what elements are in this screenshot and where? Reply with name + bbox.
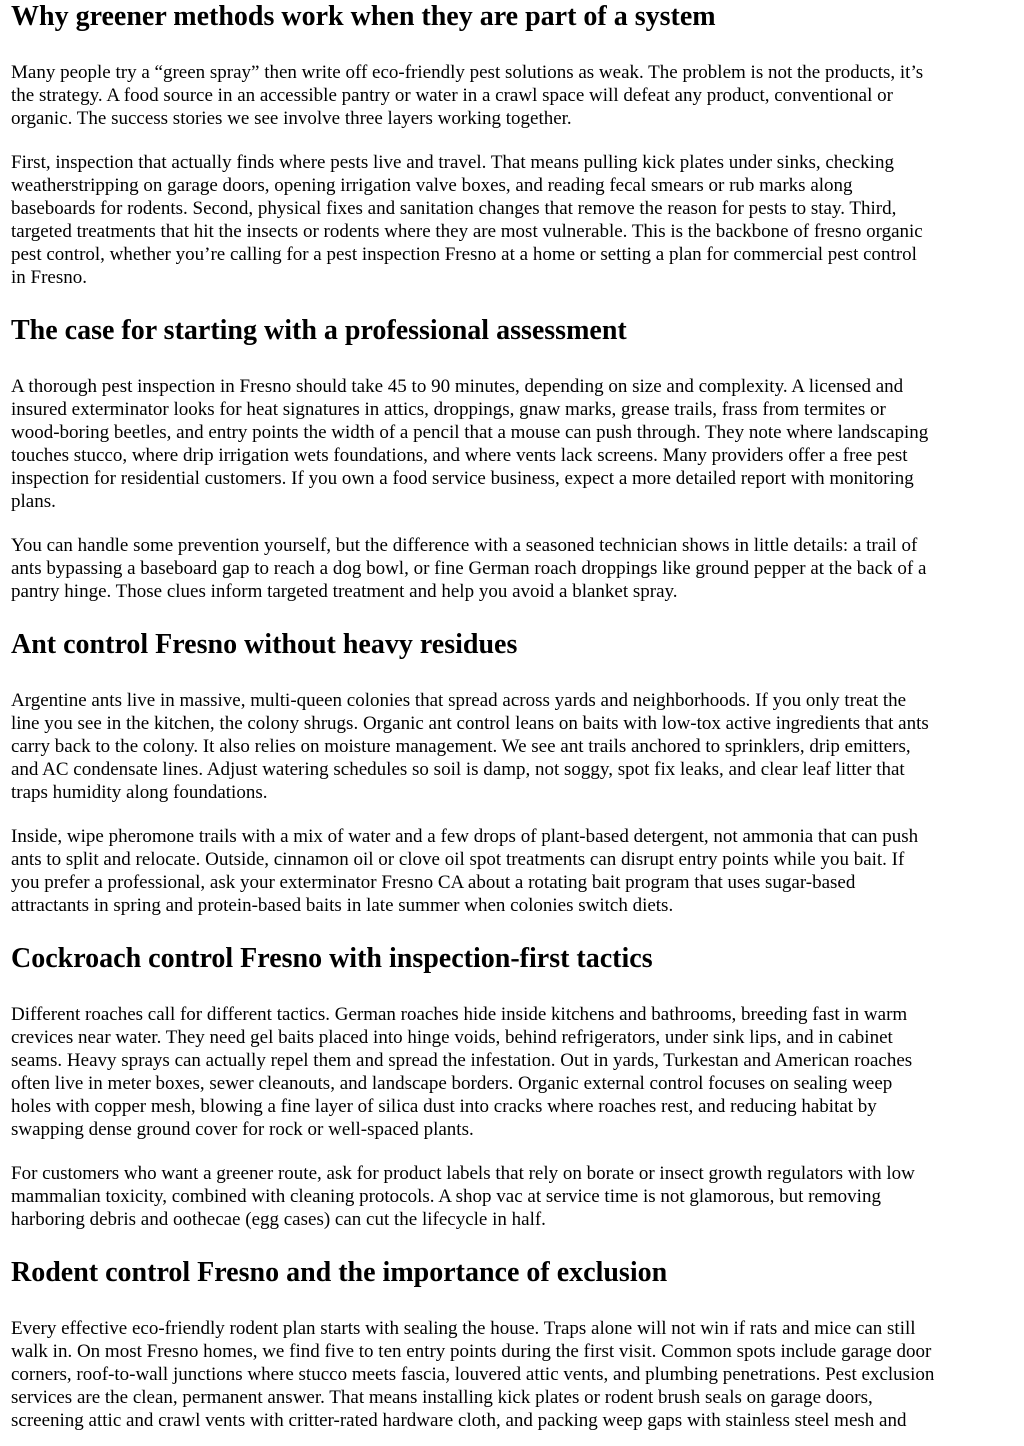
text-line: baseboards for rodents. Second, physical fixes and sanitation changes that remove the reason for pests to stay. Third, <box>11 197 897 219</box>
text-line: in Fresno. <box>11 266 87 288</box>
text-line: A thorough pest inspection in Fresno should take 45 to 90 minutes, depending on size and complexity. A licensed and <box>11 375 904 397</box>
paragraph <box>11 825 1024 917</box>
text-line: weatherstripping on garage doors, opening irrigation valve boxes, and reading fecal smears or rub marks along <box>11 174 853 196</box>
text-line: touches stucco, where drip irrigation wets foundations, and where vents lack screens. Many providers offer a free pest <box>11 444 908 466</box>
text-line: Inside, wipe pheromone trails with a mix of water and a few drops of plant-based detergent, not ammonia that can push <box>11 825 919 847</box>
text-line: corners, roof-to-wall junctions where stucco meets fascia, louvered attic vents, and plumbing penetrations. Pest exclusion <box>11 1363 935 1385</box>
paragraph <box>11 1317 1024 1432</box>
text-line: holes with copper mesh, blowing a fine layer of silica dust into cracks where roaches rest, and reducing habitat by <box>11 1095 877 1117</box>
text-line: Every effective eco-friendly rodent plan starts with sealing the house. Traps alone will not win if rats and mice can still <box>11 1317 916 1339</box>
text-line: you prefer a professional, ask your exterminator Fresno CA about a rotating bait program that uses sugar-based <box>11 871 856 893</box>
text-line: traps humidity along foundations. <box>11 781 268 803</box>
paragraph <box>11 61 1024 130</box>
section-heading: Rodent control Fresno and the importance of exclusion <box>11 1257 668 1288</box>
text-line: swapping dense ground cover for rock or well-spaced plants. <box>11 1118 474 1140</box>
text-line: Many people try a “green spray” then write off eco-friendly pest solutions as weak. The problem is not the products, it’s <box>11 61 924 83</box>
text-line: Argentine ants live in massive, multi-queen colonies that spread across yards and neighborhoods. If you only treat the <box>11 689 907 711</box>
section-heading: The case for starting with a professional assessment <box>11 315 627 346</box>
text-line: You can handle some prevention yourself, but the difference with a seasoned technician shows in little details: a trail of <box>11 534 918 556</box>
paragraph <box>11 689 1024 804</box>
paragraph <box>11 151 1024 289</box>
text-line: services are the clean, permanent answer. That means installing kick plates or rodent brush seals on garage doors, <box>11 1386 873 1408</box>
text-line: ants to split and relocate. Outside, cinnamon oil or clove oil spot treatments can disrupt entry points while you bait. If <box>11 848 905 870</box>
text-line: First, inspection that actually finds where pests live and travel. That means pulling kick plates under sinks, checking <box>11 151 894 173</box>
section-heading: Cockroach control Fresno with inspection-first tactics <box>11 943 653 974</box>
text-line: pantry hinge. Those clues inform targeted treatment and help you avoid a blanket spray. <box>11 580 678 602</box>
section-heading: Why greener methods work when they are part of a system <box>11 1 716 32</box>
section-heading: Ant control Fresno without heavy residues <box>11 629 518 660</box>
text-line: line you see in the kitchen, the colony shrugs. Organic ant control leans on baits with low-tox active ingredients that ants <box>11 712 929 734</box>
paragraph <box>11 375 1024 513</box>
text-line: insured exterminator looks for heat signatures in attics, droppings, gnaw marks, grease trails, frass from termites or <box>11 398 886 420</box>
text-line: screening attic and crawl vents with critter-rated hardware cloth, and packing weep gaps with stainless steel mesh and <box>11 1409 907 1431</box>
paragraph <box>11 534 1024 603</box>
text-line: For customers who want a greener route, ask for product labels that rely on borate or insect growth regulators with low <box>11 1162 915 1184</box>
text-line: Different roaches call for different tactics. German roaches hide inside kitchens and bathrooms, breeding fast in warm <box>11 1003 908 1025</box>
text-line: the strategy. A food source in an accessible pantry or water in a crawl space will defeat any product, conventional or <box>11 84 893 106</box>
text-line: harboring debris and oothecae (egg cases) can cut the lifecycle in half. <box>11 1208 546 1230</box>
text-line: often live in meter boxes, sewer cleanouts, and landscape borders. Organic external control focuses on sealing weep <box>11 1072 893 1094</box>
paragraph <box>11 1162 1024 1231</box>
text-line: walk in. On most Fresno homes, we find five to ten entry points during the first visit. Common spots include garage door <box>11 1340 932 1362</box>
text-line: plans. <box>11 490 56 512</box>
text-line: inspection for residential customers. If you own a food service business, expect a more detailed report with monitoring <box>11 467 914 489</box>
text-line: seams. Heavy sprays can actually repel them and spread the infestation. Out in yards, Turkestan and American roaches <box>11 1049 913 1071</box>
text-line: organic. The success stories we see involve three layers working together. <box>11 107 572 129</box>
text-line: crevices near water. They need gel baits placed into hinge voids, behind refrigerators, under sink lips, and in cabinet <box>11 1026 893 1048</box>
text-line: pest control, whether you’re calling for a pest inspection Fresno at a home or setting a plan for commercial pest control <box>11 243 917 265</box>
text-line: carry back to the colony. It also relies on moisture management. We see ant trails anchored to sprinklers, drip emitters, <box>11 735 911 757</box>
text-line: ants bypassing a baseboard gap to reach a dog bowl, or fine German roach droppings like ground pepper at the back of a <box>11 557 927 579</box>
text-line: mammalian toxicity, combined with cleaning protocols. A shop vac at service time is not glamorous, but removing <box>11 1185 881 1207</box>
text-line: targeted treatments that hit the insects or rodents where they are most vulnerable. This is the backbone of fresno organic <box>11 220 923 242</box>
text-line: wood-boring beetles, and entry points the width of a pencil that a mouse can push through. They note where landscaping <box>11 421 929 443</box>
paragraph <box>11 1003 1024 1141</box>
text-line: attractants in spring and protein-based baits in late summer when colonies switch diets. <box>11 894 674 916</box>
text-line: and AC condensate lines. Adjust watering schedules so soil is damp, not soggy, spot fix leaks, and clear leaf litter that <box>11 758 905 780</box>
